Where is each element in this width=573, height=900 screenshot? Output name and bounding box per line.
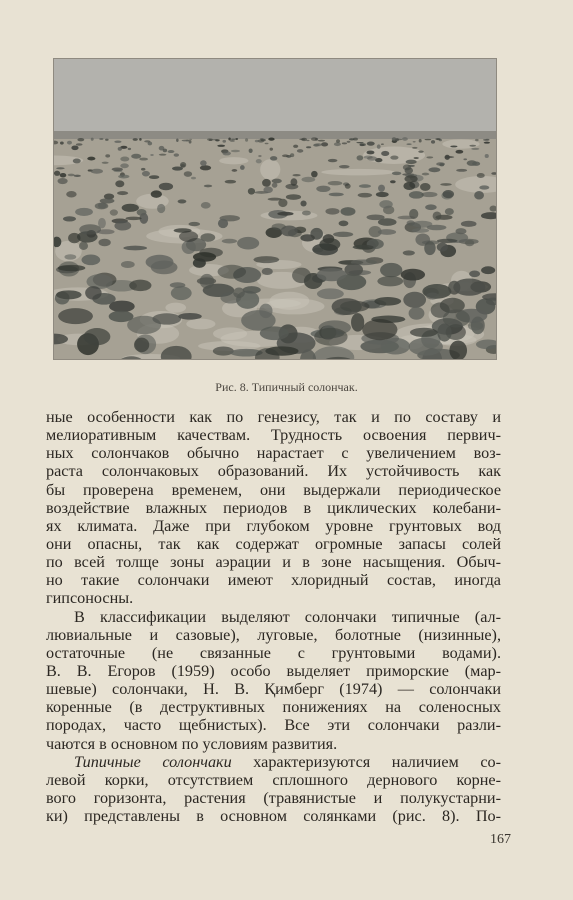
page-number: 167 <box>490 832 511 847</box>
text-line: вого горизонта, растения (травянистые и полукустарни- <box>46 788 501 807</box>
text-line: чаются в основном по условиям развития. <box>46 734 338 753</box>
text-line: ях климата. Даже при глубоком уровне грунтовых вод <box>46 516 501 535</box>
text-line: ные особенности как по генезису, так и по составу и <box>46 408 501 426</box>
body-text <box>46 408 501 825</box>
figure-caption: Рис. 8. Типичный солончак. <box>215 380 358 394</box>
text-line: бы проверена временем, они выдержали периодическое <box>46 480 501 499</box>
term-italic: Типичные солончаки <box>74 752 232 771</box>
text-line: мелиоративным качествам. Трудность освоения первич- <box>46 426 501 445</box>
text-line: В классификации выделяют солончаки типичные (ал- <box>74 607 501 626</box>
text-line-rest: характеризуются наличием со- <box>231 752 501 771</box>
text-line: но такие солончаки имеют хлоридный состав, иногда <box>46 571 501 590</box>
text-line <box>46 753 501 771</box>
text-line: воздействие влажных периодов в циклических колебани- <box>46 498 501 517</box>
text-line: шевые) солончаки, Н. В. Қимберг (1974) — солончаки <box>46 680 501 699</box>
text-line: остаточные (не связанные с грунтовыми водами). <box>46 643 501 662</box>
text-line: ки) представлены в основном солянками (рис. 8). По- <box>46 807 501 826</box>
saline-steppe-photo <box>54 59 496 359</box>
text-line: по всей толще зоны аэрации и в зоне насыщения. Обыч- <box>46 553 501 572</box>
text-line: В. В. Егоров (1959) особо выделяет приморские (мар- <box>46 661 501 680</box>
text-line: раста солончаковых образований. Их устойчивость как <box>46 462 501 481</box>
text-line: коренные (в деструктивных понижениях на соленосных <box>46 698 501 717</box>
figure-photo <box>53 58 497 360</box>
text-line: породах, часто щебнистых). Все эти солончаки разли- <box>46 716 501 735</box>
text-line: они опасны, так как содержат огромные запасы солей <box>46 534 501 553</box>
text-line: ных солончаков обычно нарастает с увеличением воз- <box>46 444 501 463</box>
text-line: левой корки, отсутствием сплошного дернового корне- <box>46 770 501 789</box>
text-line: гипсоносны. <box>46 589 134 608</box>
text-line: лювиальные и сазовые), луговые, болотные (низинные), <box>46 625 501 644</box>
